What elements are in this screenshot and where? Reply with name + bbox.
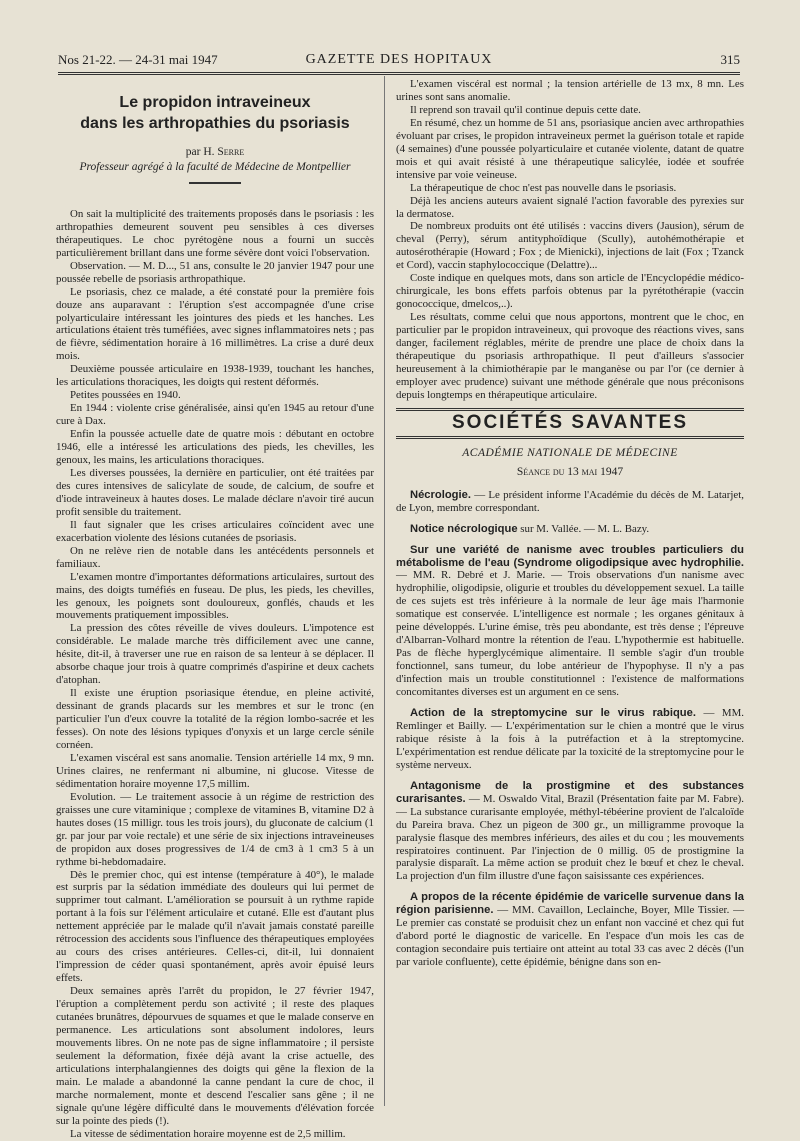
body-paragraph: Deuxième poussée articulaire en 1938-1939, touchant les hanches, les articulations thoraciques, les doigts qui restent déformés. bbox=[56, 363, 374, 389]
society-item-heading: Antagonisme de la prostigmine et des substances curarisantes. bbox=[396, 779, 744, 805]
article-title-line1: Le propidon intraveineux bbox=[119, 94, 311, 111]
section-title: SOCIÉTÉS SAVANTES bbox=[452, 411, 688, 433]
society-item bbox=[396, 489, 744, 515]
body-paragraph: La thérapeutique de choc n'est pas nouvelle dans le psoriasis. bbox=[410, 181, 677, 194]
body-paragraph: L'examen viscéral est sans anomalie. Tension artérielle 14 mx, 9 mn. Urines claires, ne renfermant ni albumine, ni glucose. Vitesse de sédimentation horaire moyenne 17,5 millim. bbox=[56, 751, 374, 790]
society-item-text: sur M. Vallée. — M. L. Bazy. bbox=[517, 522, 650, 535]
society-item bbox=[396, 780, 744, 884]
article-title bbox=[56, 92, 374, 134]
society-item-text: — Le président informe l'Académie du décès de M. Latarjet, de Lyon, membre correspondant. bbox=[396, 488, 744, 514]
society-item-heading: A propos de la récente épidémie de varicelle survenue dans la région parisienne. bbox=[396, 891, 744, 917]
journal-title: GAZETTE DES HOPITAUX bbox=[305, 52, 493, 67]
body-paragraph: Coste indique en quelques mots, dans son article de l'Encyclopédie médico-chirurgicale, les bons effets parfois obtenus par la pyrétothérapie (vaccin gonococcique, dmelcos,..). bbox=[396, 272, 744, 311]
body-paragraph: La vitesse de sédimentation horaire moyenne est de 2,5 millim. bbox=[70, 1127, 346, 1140]
body-paragraph: Il faut signaler que les crises articulaires coïncident avec une exacerbation violente des lésions cutanées de psoriasis. bbox=[56, 518, 374, 544]
left-column bbox=[56, 78, 374, 1141]
academy-name: ACADÉMIE NATIONALE DE MÉDECINE bbox=[462, 446, 678, 459]
section-rule-bottom bbox=[396, 436, 744, 439]
author-name: H. Serre bbox=[203, 146, 245, 158]
body-paragraph: Dès le premier choc, qui est intense (température à 40°), le malade est surpris par la sédation immédiate des douleurs qui lui permet de supprimer tout calmant. L'amélioration se poursuit à un rythme rapide portant à la fois sur l'élément articulaire et cutané. Elle est d'autant plus nettement appréciée par le malade qu'il n'avait jamais constaté pareille rétrocession des accidents sous l'influence des thérapeutiques employées au cours des crises antérieures. Celles-ci, dit-il, lui donnaient l'impression de céder quasi spontanément, après avoir épuisé leurs effets. bbox=[56, 868, 374, 985]
body-paragraph: Il existe une éruption psoriasique étendue, en pleine activité, dessinant de grands placards sur les membres et sur le tronc (en particulier l'un d'eux couvre la totalité de la région lombo-sacrée et les fesses). On note des lésions typiques d'onyxis et un large cercle sénile cornéen. bbox=[56, 687, 374, 751]
body-paragraph: L'examen montre d'importantes déformations articulaires, surtout des mains, des doigts tuméfiés en fuseau. De plus, les pieds, les chevilles, les genoux, les poignets sont douloureux, gonflés, chauds et les mouvements pratiquement impossibles. bbox=[56, 570, 374, 622]
body-paragraph: En résumé, chez un homme de 51 ans, psoriasique ancien avec arthropathies évoluant par crises, le propidon intraveineux permet la guérison totale et rapide (4 semaines) d'une poussée polyarticulaire et cutanée violente, datant de quatre mois et qui avait résisté à une thérapeutique salicylée, iodée et soufrée intensive par voie veineuse. bbox=[396, 116, 744, 181]
society-item-heading: Sur une variété de nanisme avec troubles particuliers du métabolisme de l'eau (Syndrome oligodipsique avec hydrophilie. bbox=[396, 543, 744, 569]
body-paragraph: En 1944 : violente crise généralisée, ainsi qu'en 1945 au retour d'une cure à Dax. bbox=[56, 402, 374, 428]
section-rule-top bbox=[396, 408, 744, 411]
body-paragraph: L'examen viscéral est normal ; la tension artérielle de 13 mx, 8 mn. Les urines sont sans anomalie. bbox=[396, 78, 744, 103]
body-paragraph: Il reprend son travail qu'il continue depuis cette date. bbox=[410, 103, 641, 116]
page-number: 315 bbox=[720, 52, 740, 67]
society-item-heading: Notice nécrologique bbox=[410, 522, 518, 535]
body-paragraph: La pression des côtes réveille de vives douleurs. L'impotence est considérable. Le malade marche très difficilement avec une canne, hésite, dit-il, à traverser une rue en raison de sa lenteur à se déplacer. Il absorbe chaque jour trois à quatre comprimés d'aspirine et deux cachets d'atophan. bbox=[56, 622, 374, 687]
author-affiliation: Professeur agrégé à la faculté de Médecine de Montpellier bbox=[79, 160, 351, 173]
body-paragraph: Le psoriasis, chez ce malade, a été constaté pour la première fois douze ans auparavant : l'éruption s'est accompagnée d'une crise polyarticulaire intéressant les jointures des pieds et les hanches. Les articulations étaient très tuméfiées, avec signes inflammatoires nets ; pas de fièvre, sédimentation horaire à 16 millimètres. La crise a duré deux mois. bbox=[56, 285, 374, 363]
society-item-text: — MM. R. Debré et J. Marie. — Trois observations d'un nanisme avec hydrophilie, oligodipsie, oligurie et troubles du développement sexuel. La taille de ces sujets est très inférieure à la normale de leur âge mais l'harmonie somatique est conservée. L'intelligence est normale ; les organes génitaux à peine développés. L'urine émise, très peu abondante, est très dense ; l'épreuve d'Albarran-Volhard montre la rétention de l'eau. L'hypothermie est habituelle. Pas de flèche hyperglycémique alimentaire. Il semble s'agir d'un trouble fonctionnel, sans tumeur, du lobe antérieur de l'hypophyse. Il n'y a pas d'infection mais un trouble constitutionnel : l'existence de malformations concomitantes diverses est un argument en ce sens. bbox=[396, 569, 744, 699]
society-item-text: — M. Oswaldo Vital, Brazil (Présentation faite par M. Fabre). — La substance curarisante employée, méthyl-tébéerine provient de l'alcaloïde du Pareira brava. Chez un pigeon de 300 gr., un milligramme provoque la paralysie flasque des membres inférieurs, des ailes et du cou ; les mouvements respiratoires continuent. Par l'injection de 0 millig. 05 de prostigmine la paralysie disparaît. La même action se produit chez le bœuf et chez le cheval. La projection d'un film illustre d'une façon saisissante ces expériences. bbox=[396, 792, 744, 883]
body-paragraph: Evolution. — Le traitement associe à un régime de restriction des graisses une cure vitaminique ; complexe de vitamines B, vitamine D2 à hautes doses (15 milligr. tous les trois jours), du gluconate de calcium (1 gr. par jour par voie rectale) et une série de six injections intraveineuses de propidon aux doses progressives de 1/4 de cm3 à 1 cm3 5 à un rythme bi-hebdomadaire. bbox=[56, 790, 374, 868]
body-paragraph: Deux semaines après l'arrêt du propidon, le 27 février 1947, l'éruption a complètement perdu son activité ; il reste des plaques cutanées brunâtres, dépourvues de squames et que le malade conserve en permanence. Les articulations sont absolument indolores, leurs mouvements libres. On ne note pas de signe inflammatoire ; il persiste seulement la déformation, fixée déjà avant la crise actuelle, des articulations interphalangiennes des doigts qui gêne la flexion de la main. Le malade a abandonné la canne pendant la cure de choc, il marche normalement, monte et descend l'escalier sans gêne ; il ne signale qu'une légère difficulté dans le mouvements d'élévation forcée sur la pointe des pieds (!). bbox=[56, 985, 374, 1127]
society-item-text: — MM. Remlinger et Bailly. — L'expérimentation sur le chien a montré que le virus rabique résiste à la fois à la putréfaction et à la streptomycine. L'expérimentation est rendue délicate par la toxicité de la streptomycine pour le système nerveux. bbox=[396, 706, 744, 771]
body-paragraph: De nombreux produits ont été utilisés : vaccins divers (Jausion), sérum de cheval (Perry), sérum antityphoïdique (Scully), autohémothérapie et autosérothérapie (Howard ; Fox ; de Mienicki), injections de lait (Fox ; Tzanck et Cord), vaccin staphylococcique (Delattre)... bbox=[396, 220, 744, 272]
society-items bbox=[396, 489, 744, 969]
society-item-text: — MM. Cavaillon, Leclainche, Boyer, Mlle Tissier. — Le premier cas constaté se produisit chez un enfant non vacciné et chez qui fut d'abord porté le diagnostic de varicelle. En l'espace d'un mois les cas de contagion secondaire puis tertiaire ont atteint au total 33 cas avec 2 décès (l'un par variole confluente), cette épidémie, bénigne dans son en- bbox=[396, 904, 744, 969]
header-rule bbox=[58, 72, 740, 75]
society-item bbox=[396, 544, 744, 699]
article-body-left bbox=[56, 208, 374, 1141]
body-paragraph: Les résultats, comme celui que nous apportons, montrent que le choc, en particulier par le propidon intraveineux, qui provoque des réactions vives, sans danger, facilement réglables, mérite de prendre une place de choix dans la thérapeutique du psoriasis arthropathique. Il peut d'ailleurs s'associer heureusement à la chimiothérapie par le manganèse ou par l'or (ce dernier à employer avec prudence) suivant une méthode générale que nous préconisons depuis longtemps en thérapeutique articulaire. bbox=[396, 311, 744, 401]
article-author bbox=[56, 146, 374, 159]
society-item-heading: Action de la streptomycine sur le virus rabique. bbox=[410, 706, 696, 719]
body-paragraph: Observation. — M. D..., 51 ans, consulte le 20 janvier 1947 pour une poussée rebelle de psoriasis arthropathique. bbox=[56, 259, 374, 285]
right-column bbox=[396, 78, 744, 969]
body-paragraph: Enfin la poussée actuelle date de quatre mois : débutant en octobre 1946, elle a intéressé les articulations des pieds, les chevilles, les genoux, les mains, les articulations thoraciques. bbox=[56, 428, 374, 467]
column-divider bbox=[384, 76, 385, 1106]
society-item bbox=[396, 891, 744, 969]
body-paragraph: Les diverses poussées, la dernière en particulier, ont été traitées par des cures intensives de salicylate de soude, de calcium, de soufre et d'iode intraveineux à hautes doses. Le malade déclare n'avoir tiré aucun profit sensible du traitement. bbox=[56, 466, 374, 518]
society-item bbox=[396, 523, 744, 536]
body-paragraph: On sait la multiplicité des traitements proposés dans le psoriasis : les arthropathies demeurent souvent peu sensibles à ces diverses thérapeutiques. Le choc pyrétogène nous a fourni un succès particulièrement brillant dans une forme sévère dont voici l'observation. bbox=[56, 207, 374, 259]
body-paragraph: Petites poussées en 1940. bbox=[70, 389, 181, 402]
issue-number: Nos 21-22. — 24-31 mai 1947 bbox=[58, 52, 218, 67]
body-paragraph: Déjà les anciens auteurs avaient signalé l'action favorable des pyrexies sur la dermatose. bbox=[396, 194, 744, 220]
author-prefix: par bbox=[185, 146, 201, 158]
article-title-line2: dans les arthropathies du psoriasis bbox=[80, 115, 350, 132]
running-header bbox=[58, 52, 740, 72]
body-paragraph: On ne relève rien de notable dans les antécédents personnels et familiaux. bbox=[56, 544, 374, 570]
society-item-heading: Nécrologie. bbox=[410, 488, 471, 501]
society-item bbox=[396, 707, 744, 772]
article-body-right bbox=[396, 78, 744, 402]
title-separator bbox=[189, 182, 241, 184]
session-date: Séance du 13 mai 1947 bbox=[516, 465, 624, 478]
